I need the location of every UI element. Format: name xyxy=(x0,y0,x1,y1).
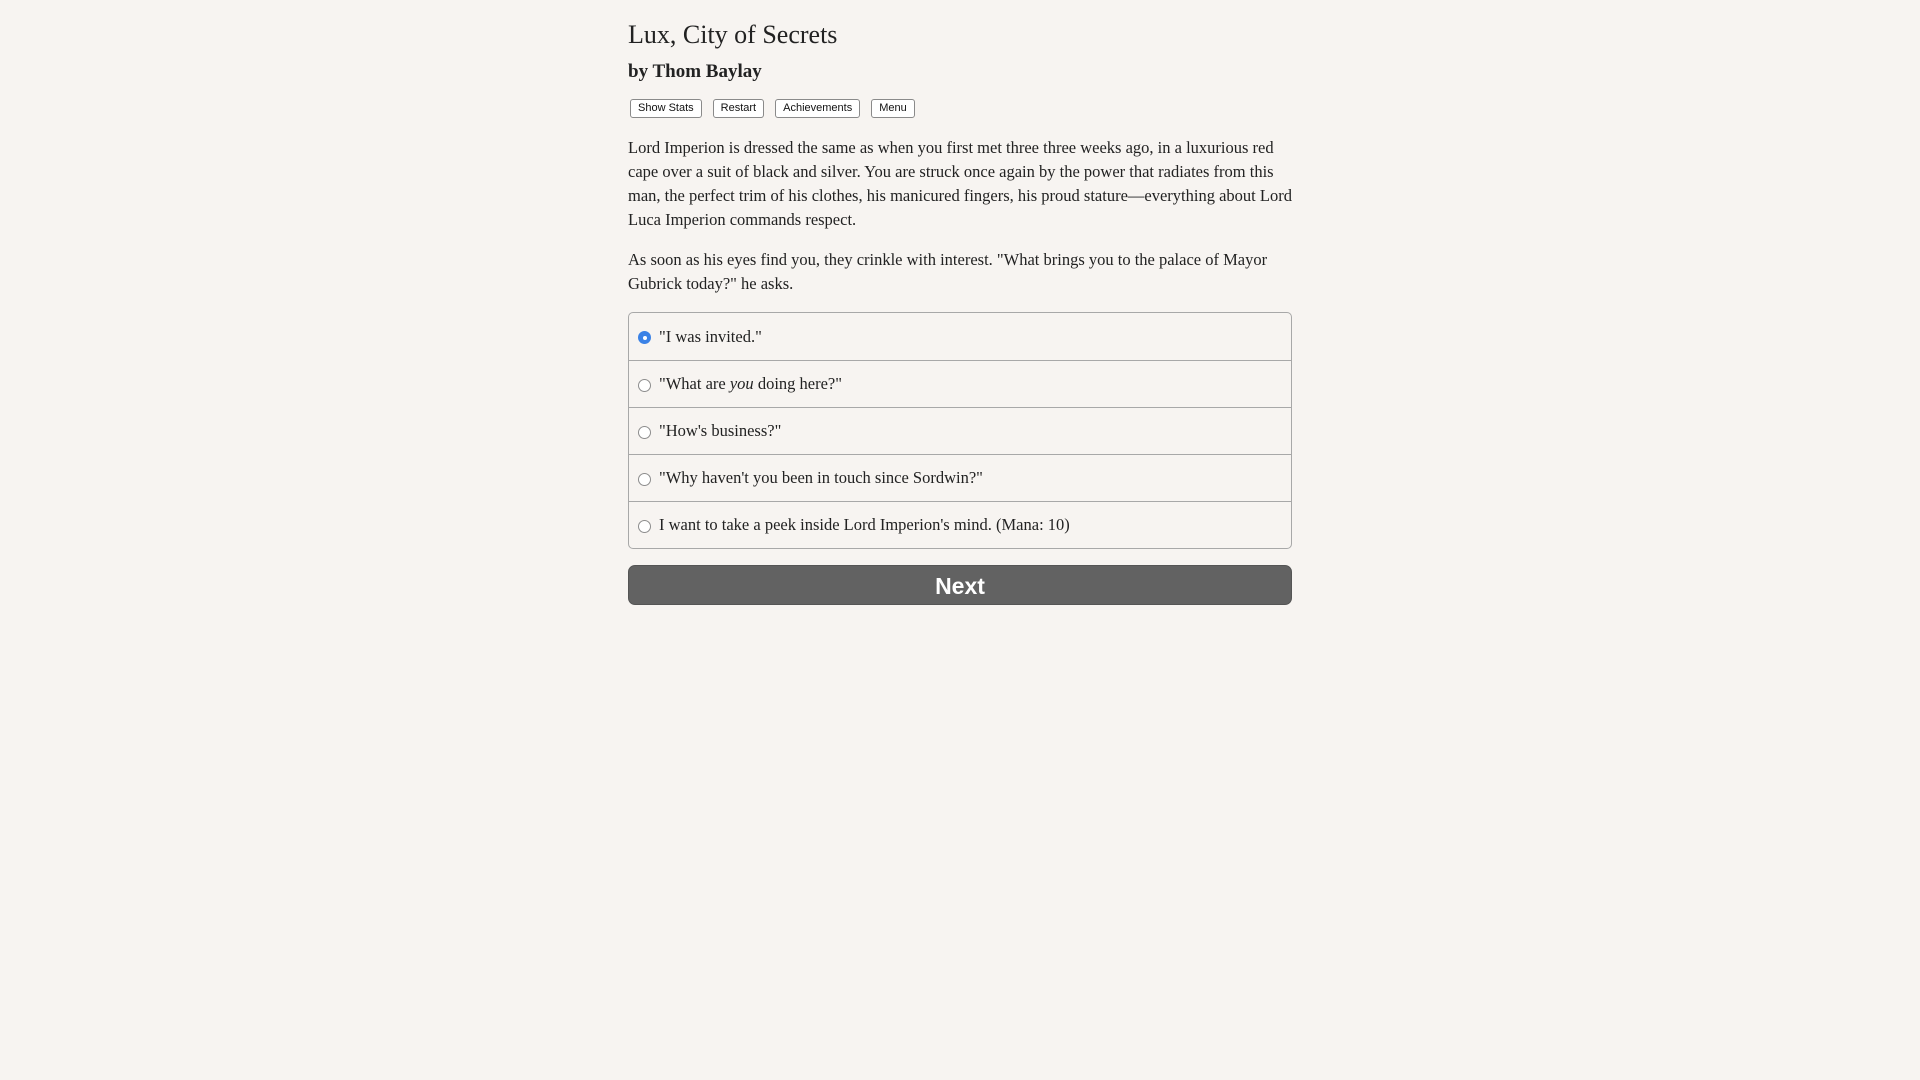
choice-label-part: doing here?" xyxy=(753,374,842,393)
game-title: Lux, City of Secrets xyxy=(628,20,838,49)
story-passage xyxy=(628,136,1292,296)
choice-option-hows-business[interactable] xyxy=(629,407,1291,454)
choice-option-what-are-you-doing[interactable] xyxy=(629,360,1291,407)
choice-label-emphasis: you xyxy=(729,374,754,393)
passage-paragraph: As soon as his eyes find you, they crinkle with interest. "What brings you to the palace of Mayor Gubrick today?" he asks. xyxy=(628,250,1268,293)
menu-button[interactable]: Menu xyxy=(871,99,915,118)
choice-label xyxy=(659,373,842,395)
toolbar xyxy=(628,99,1292,118)
game-container xyxy=(628,0,1292,605)
radio-button-selected[interactable] xyxy=(638,331,651,344)
radio-button[interactable] xyxy=(638,426,651,439)
choice-list xyxy=(628,312,1292,549)
choice-option-sordwin[interactable] xyxy=(629,454,1291,501)
show-stats-button[interactable]: Show Stats xyxy=(630,99,702,118)
choice-option-peek-mind[interactable] xyxy=(629,501,1291,548)
radio-button[interactable] xyxy=(638,473,651,486)
restart-button[interactable]: Restart xyxy=(713,99,764,118)
choice-label-part: "What are xyxy=(659,374,730,393)
achievements-button[interactable]: Achievements xyxy=(775,99,860,118)
radio-button[interactable] xyxy=(638,520,651,533)
game-author: by Thom Baylay xyxy=(628,61,762,82)
choice-label: I want to take a peek inside Lord Imperion's mind. (Mana: 10) xyxy=(659,515,1070,534)
choice-option-invited[interactable] xyxy=(629,313,1291,360)
next-button[interactable]: Next xyxy=(628,565,1292,605)
passage-paragraph: Lord Imperion is dressed the same as when you first met three three weeks ago, in a luxurious red cape over a suit of black and silver. You are struck once again by the power that radiates from this man, the perfect trim of his clothes, his manicured fingers, his proud stature—everything about Lord Luca Imperion commands respect. xyxy=(628,138,1292,229)
radio-button[interactable] xyxy=(638,379,651,392)
choice-label: "How's business?" xyxy=(659,421,782,440)
choice-label: "I was invited." xyxy=(659,326,762,346)
choice-label: "Why haven't you been in touch since Sordwin?" xyxy=(659,468,983,487)
